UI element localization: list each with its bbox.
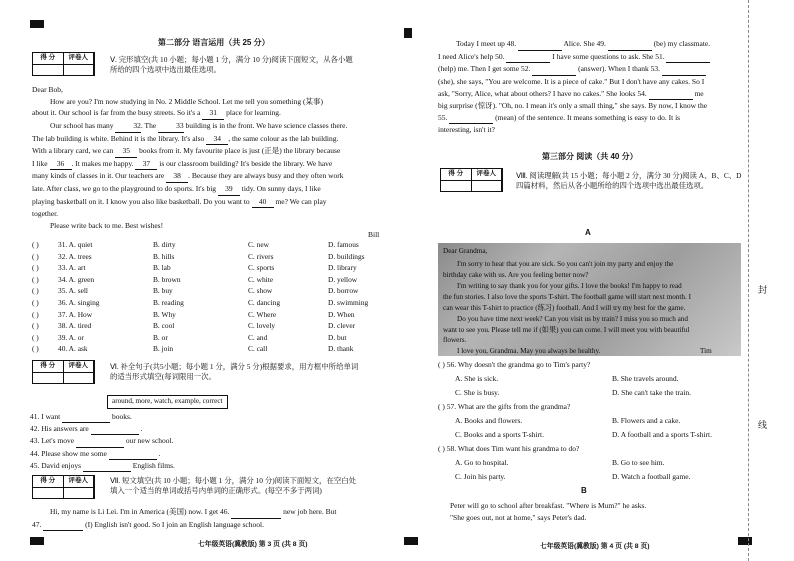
option-choice[interactable]: A. Books and flowers. [455,416,523,425]
option-choice[interactable]: A. She is sick. [455,374,499,383]
passage-line: 55. (mean) of the sentence. It means something is easy to do. It is [438,112,744,125]
option-row [30,263,382,273]
section7-continued [438,38,744,136]
option-choice[interactable]: 40. A. ask [58,344,88,354]
option-choice[interactable]: D. famous [328,240,359,249]
cloze-passage: Dear Bob, How are you? I'm now studying in No. 2 Middle School. Let me tell you something (某事) about it. Our school is far from the busy streets. So it's a 31 place for learning. Our school has many 32. The 33 building is in the front. We have science classes there. The lab building is white. Behind it is the library. It's also 34 , the same colour as the lab building. With a library card, we can 35 books from it. My favourite place is just (正是) the library because I like 36 . It makes me happy. 37 is our classroom building? It's beside the library. We have many kinds of classes in it. Our teachers are 38 . Because they are always busy and they often work late. After class, we go to the playground to do sports. It's big 39 tidy. On sunny days, I like playing basketball on it. I know you also like basketball. Do you want to 40 me? We can play together. Please write back to me. Best wishes! [32,85,348,230]
option-choice[interactable]: C. Join his party. [455,472,506,481]
option-choice[interactable]: D. yellow [328,274,358,284]
option-choice[interactable]: D. borrow [328,286,359,296]
fill-question: 43. Let's move our new school. [30,436,174,447]
answer-bracket[interactable]: ( ) [32,263,39,273]
answer-blank[interactable] [449,112,493,125]
answer-blank[interactable] [608,38,652,51]
option-choice[interactable]: D. clever [328,321,356,331]
fill-question: 42. His answers are . [30,424,142,435]
binding-char: 封 [758,285,768,295]
passage-b-label: B [581,486,587,495]
part3-title: 第三部分 阅读（共 40 分） [542,152,638,161]
option-choice[interactable]: C. sports [248,263,275,273]
option-choice[interactable]: D. Watch a football game. [612,472,691,481]
option-choice[interactable]: C. new [248,240,269,249]
option-choice[interactable]: D. She can't take the train. [612,388,692,397]
option-choice[interactable]: B. hills [153,251,175,261]
passage-a-label: A [585,228,591,237]
blank-37[interactable]: 37 [135,158,157,171]
answer-blank[interactable] [62,412,110,423]
blank-32[interactable]: 32 [115,120,141,133]
blank-39[interactable]: 39 [218,183,240,196]
option-choice[interactable]: B. or [153,332,168,342]
option-choice[interactable]: D. buildings [328,251,365,261]
option-choice[interactable]: 38. A. tired [58,321,92,331]
section7-passage: Hi, my name is Li Lei. I'm in America (美国) now. I get 46. new job here. But 47. (I) English isn't good. So I join an English language school. [32,506,384,531]
blank-33[interactable]: 33 [158,120,184,133]
option-choice[interactable]: 32. A. trees [58,251,92,261]
section8-instruction: Ⅷ. 阅读理解(共 15 小题；每小题 2 分，满分 30 分)阅读 A、B、C、D 四篇材料，然后从各小题所给的四个选项中选出最佳选项。 [516,171,742,190]
signature: Bill [368,230,380,239]
option-choice[interactable]: 34. A. green [58,274,95,284]
option-choice[interactable]: 31. A. quiet [58,240,93,249]
section5-instruction: Ⅴ. 完形填空(共 10 小题；每小题 1 分，满分 10 分)阅读下面短文，从各小题 所给的四个选项中选出最佳选项。 [110,55,353,74]
option-choice[interactable]: B. Flowers and a cake. [612,416,681,425]
passage-line: interesting, isn't it? [438,125,495,135]
score-box: 得 分 评卷人 [32,360,95,384]
passage-line: big surprise (惊讶). "Oh, no. I mean it's only a small thing," she says. By now, I know the [438,101,708,111]
option-row [30,321,382,331]
option-choice[interactable]: B. buy [153,286,173,296]
passage-line: (she), she says, "You are welcome. It is a piece of cake." But I don't have any cakes. So I [438,76,705,86]
option-choice[interactable]: B. join [153,344,174,354]
answer-bracket[interactable]: ( ) [32,344,39,354]
fill-question: 44. Please show me some . [30,449,161,460]
answer-blank[interactable] [83,461,131,472]
option-row [30,286,382,296]
option-choice[interactable]: B. Go to see him. [612,458,665,467]
answer-blank[interactable] [532,63,576,76]
grader-label: 评卷人 [64,53,95,75]
answer-bracket[interactable]: ( ) [32,309,39,319]
option-choice[interactable]: C. show [248,286,273,296]
option-choice[interactable]: C. and [248,332,268,342]
answer-bracket[interactable]: ( ) [32,274,39,284]
question-stem: ( ) 57. What are the gifts from the grandma? [438,402,571,411]
option-choice[interactable]: 37. A. How [58,309,93,319]
page-footer: 七年级英语(冀教版) 第 4 页 (共 8 页) [540,543,650,550]
answer-bracket[interactable]: ( ) [32,332,39,342]
option-choice[interactable]: B. brown [153,274,181,284]
option-row [30,344,382,354]
answer-bracket[interactable]: ( ) [32,251,39,261]
score-box: 得 分 评卷人 [32,475,95,499]
answer-blank[interactable] [649,88,693,101]
section7-instruction: Ⅶ. 短文填空(共 10 小题；每小题 1 分，满分 10 分)阅读下面短文，在空白处 填入一个适当的单词或括号内单词的正确形式。(每空不多于两词) [110,476,357,495]
answer-bracket[interactable]: ( ) [32,286,39,296]
option-choice[interactable]: D. A football and a sports T-shirt. [612,430,712,439]
score-box: 得 分 评卷人 [440,168,503,192]
option-choice[interactable]: C. rivers [248,251,274,261]
blank-40[interactable]: 40 [252,196,274,209]
passage-line: (help) me. Then I get some 52. (answer). When I thank 53. [438,63,744,76]
option-choice[interactable]: C. lovely [248,321,276,331]
score-box [32,52,95,76]
option-choice[interactable]: A. Go to hospital. [455,458,509,467]
question-stem: ( ) 58. What does Tim want his grandma to do? [438,444,580,453]
option-choice[interactable]: B. dirty [153,240,176,249]
option-choice[interactable]: C. Books and a sports T-shirt. [455,430,544,439]
option-choice[interactable]: 33. A. art [58,263,86,273]
option-choice[interactable]: B. Why [153,309,176,319]
option-choice[interactable]: 35. A. sell [58,286,88,296]
fill-question: 45. David enjoys English films. [30,461,175,472]
page-footer: 七年级英语(冀教版) 第 3 页 (共 8 页) [198,541,308,548]
option-row [30,333,382,343]
question-stem: ( ) 56. Why doesn't the grandma go to Tim's party? [438,360,591,369]
option-choice[interactable]: D. thank [328,344,354,354]
passage-line: Today I meet up 48. Alice. She 49. (be) my classmate. [438,38,744,51]
option-choice[interactable]: D. but [328,332,347,342]
corner-mark [404,28,412,38]
fill-question: 41. I want books. [30,412,132,423]
answer-blank[interactable] [666,51,710,64]
option-row [30,310,382,320]
blank-35[interactable]: 35 [115,145,137,158]
passage-line: I need Alice's help 50. I have some questions to ask. She 51. [438,51,744,64]
answer-blank[interactable] [518,38,562,51]
option-choice[interactable]: B. She travels around. [612,374,679,383]
answer-blank[interactable] [662,63,706,76]
binding-char: 线 [758,420,768,430]
answer-blank[interactable] [109,449,157,460]
option-row [30,252,382,262]
answer-blank[interactable] [91,424,139,435]
option-choice[interactable]: D. library [328,263,357,273]
option-choice[interactable]: 36. A. singing [58,298,100,307]
option-choice[interactable]: D. When [328,309,355,319]
part2-title: 第二部分 语言运用（共 25 分） [158,38,270,47]
option-choice[interactable]: B. cool [153,321,175,331]
section6-instruction: Ⅵ. 补全句子(共5小题；每小题 1 分，满分 5 分)根据要求，用方框中所给单词 的适当形式填空(每词限用一次。 [110,362,359,381]
option-row [30,275,382,285]
passage-line: ask, "Sorry, Alice, what about others? I have no cakes." She looks 54. me [438,88,744,101]
answer-bracket[interactable]: ( ) [32,240,39,249]
passage-b: Peter will go to school after breakfast. "Where is Mum?" he asks. "She goes out, not at home," says Peter's dad. [450,501,647,522]
blank-36[interactable]: 36 [50,158,72,171]
option-choice[interactable]: D. swimming [328,298,369,307]
option-choice[interactable]: B. reading [153,298,184,307]
answer-bracket[interactable]: ( ) [32,321,39,331]
blank-34[interactable]: 34 [206,133,228,146]
option-choice[interactable]: C. She is busy. [455,388,500,397]
option-choice[interactable]: C. Where [248,309,277,319]
option-choice[interactable]: B. lab [153,263,171,273]
left-page [30,0,382,561]
letter-image: Dear Grandma, I'm sorry to hear that you are sick. So you can't join my party and enjoy the birthday cake with us. Are you feeling better now? I'm writing to say thank you for your gifts. I love the books! I'm happy to read the fun stories. I also love the sports T-shirt. The football game will start next month. I can wear this T-shirt to practice (练习) football. And I will try my best for the game. Do you have time next week? Can you visit us by train? I miss you so much and want to see you. Please tell me if (如果) you can come. I will meet you with beautiful flowers. I love you, Grandma. May you always be healthy. Tim [438,243,741,356]
answer-blank[interactable] [506,51,550,64]
option-choice[interactable]: 39. A. or [58,332,84,342]
blank-47[interactable] [43,519,83,532]
option-row [30,298,382,308]
option-choice[interactable]: C. call [248,344,268,354]
option-row [30,240,382,250]
blank-31[interactable]: 31 [202,107,224,120]
answer-blank[interactable] [76,436,124,447]
corner-mark [404,537,418,545]
answer-bracket[interactable]: ( ) [32,298,39,307]
score-label: 得 分 [33,53,64,75]
option-choice[interactable]: C. dancing [248,298,281,307]
blank-38[interactable]: 38 [166,170,188,183]
binding-line [748,0,749,561]
word-box: around, more, watch, example, correct [107,395,228,409]
option-choice[interactable]: C. white [248,274,274,284]
blank-46[interactable] [231,506,281,519]
